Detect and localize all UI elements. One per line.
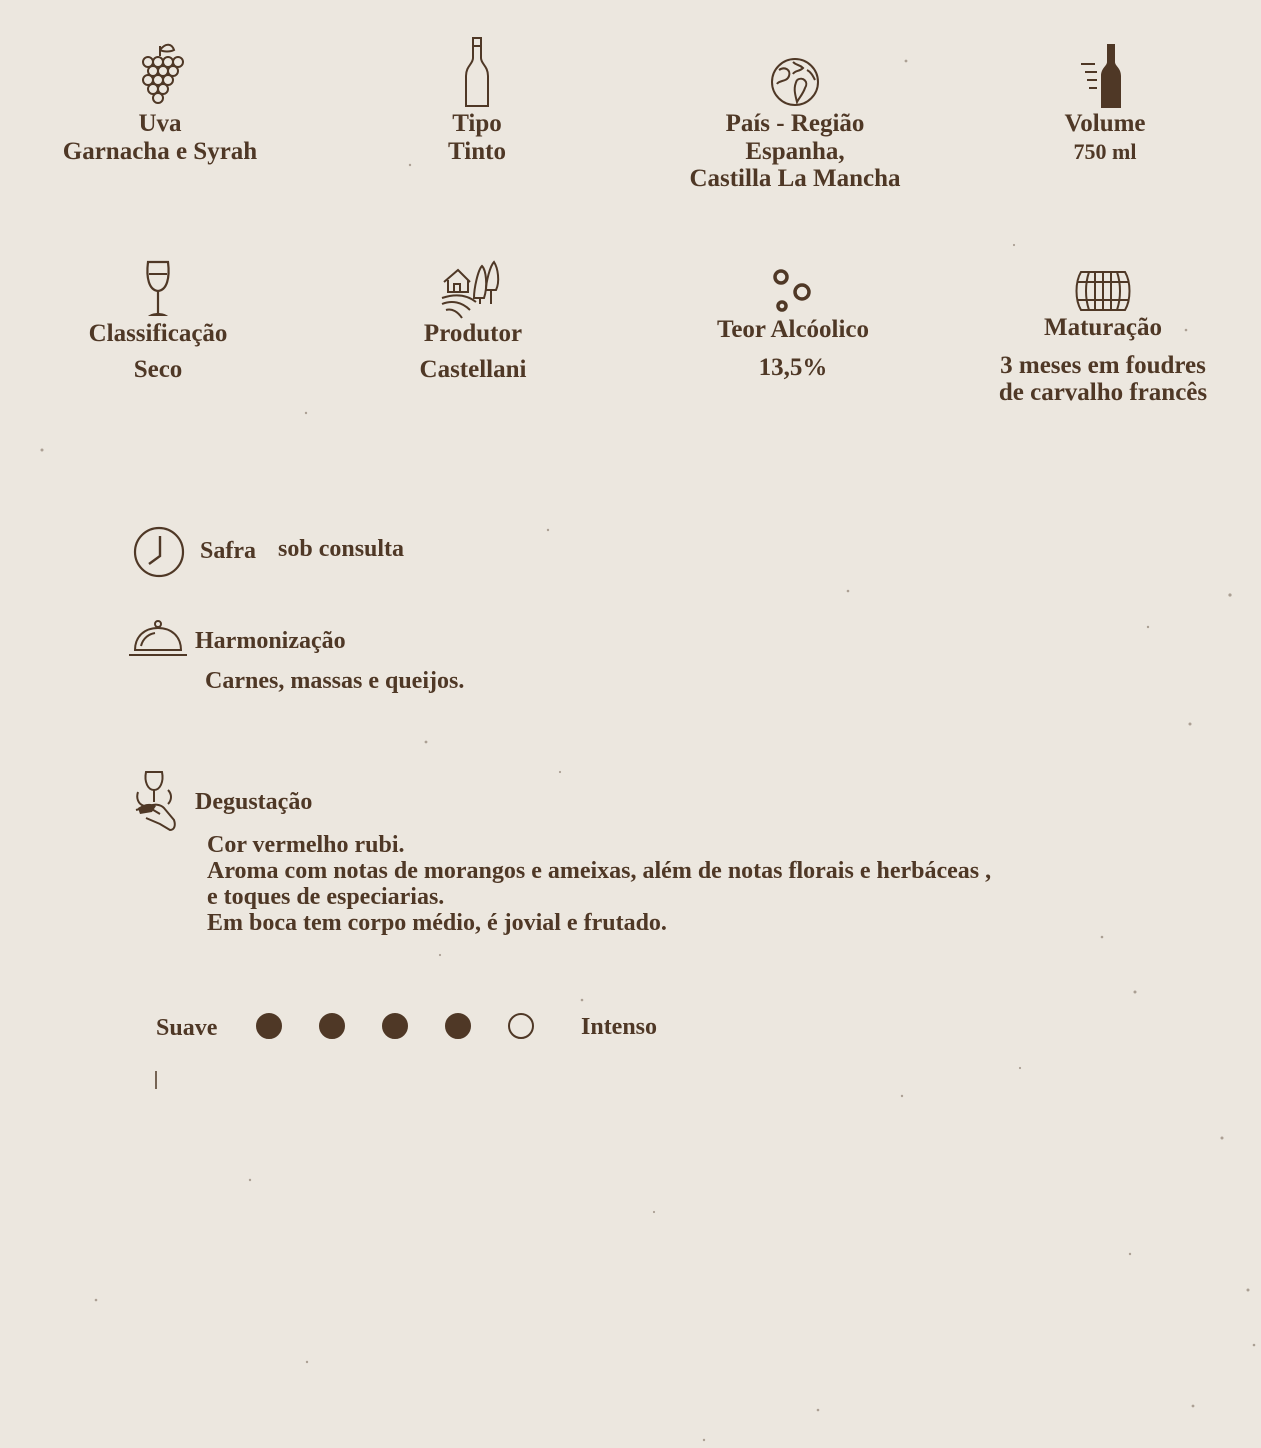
attribute-value: 750 ml [1073, 139, 1137, 164]
attribute-label: Teor Alcóolico [716, 316, 870, 343]
cloche-icon [127, 618, 189, 658]
intensity-left-label [156, 1015, 217, 1042]
attribute-label: Uva [138, 110, 182, 137]
attribute-value: Castellani [419, 356, 527, 383]
safra-label: Safra [200, 538, 256, 564]
degustacao-section [195, 789, 312, 816]
attribute-pais-regiao [635, 54, 955, 192]
grapes-icon [136, 40, 184, 110]
attribute-value: Seco [133, 356, 183, 383]
bubbles-icon [768, 266, 818, 316]
attribute-label: País - Região [725, 110, 865, 137]
attribute-produtor [313, 258, 633, 383]
attribute-volume [945, 42, 1261, 165]
attribute-teor-alcoolico [633, 266, 953, 381]
intensity-dot-filled [319, 1013, 345, 1039]
attribute-classificacao [0, 260, 318, 383]
attribute-uva [0, 40, 320, 165]
attribute-value: 3 meses em foudres de carvalho francês [998, 352, 1208, 406]
intensity-right-label [581, 1014, 657, 1041]
intenso-label: Intenso [581, 1014, 658, 1040]
intensity-dot-filled [445, 1013, 471, 1039]
intensity-dot-empty [508, 1013, 534, 1039]
degustacao-label: Degustação [195, 789, 313, 815]
degustacao-text: Cor vermelho rubi. Aroma com notas de morangos e ameixas, além de notas florais e herbáceas , e toques de especiarias. Em boca tem corpo médio, é jovial e frutado. [207, 832, 992, 936]
winery-icon [440, 258, 506, 320]
wine-glass-icon [143, 260, 173, 320]
attribute-label: Produtor [423, 320, 523, 347]
attribute-value: Tinto [448, 138, 506, 165]
intensity-dot-filled [382, 1013, 408, 1039]
tasting-hand-icon [132, 768, 182, 836]
harmonizacao-text: Carnes, massas e queijos. [205, 668, 465, 694]
attribute-value: 13,5% [758, 354, 828, 381]
globe-icon [769, 54, 821, 110]
attribute-value: Garnacha e Syrah [62, 138, 258, 165]
safra-value: sob consulta [278, 536, 405, 562]
attribute-tipo [317, 36, 637, 165]
harmonizacao-section [195, 628, 346, 655]
attribute-label: Tipo [452, 110, 502, 137]
bottle-outline-icon [462, 36, 492, 110]
attribute-label: Volume [1064, 110, 1146, 137]
attribute-maturacao [943, 268, 1261, 406]
harmonizacao-text-block [205, 668, 464, 694]
degustacao-text-block [207, 832, 991, 936]
harmonizacao-label: Harmonização [195, 628, 346, 654]
suave-label: Suave [156, 1015, 218, 1041]
attribute-value: Espanha, Castilla La Mancha [689, 138, 901, 192]
attribute-label: Classificação [88, 320, 228, 347]
safra-section [200, 538, 404, 565]
attribute-label: Maturação [1043, 314, 1163, 341]
intensity-dot-filled [256, 1013, 282, 1039]
clock-icon [133, 526, 185, 578]
barrel-icon [1073, 268, 1133, 314]
bottle-filled-icon [1077, 42, 1133, 110]
